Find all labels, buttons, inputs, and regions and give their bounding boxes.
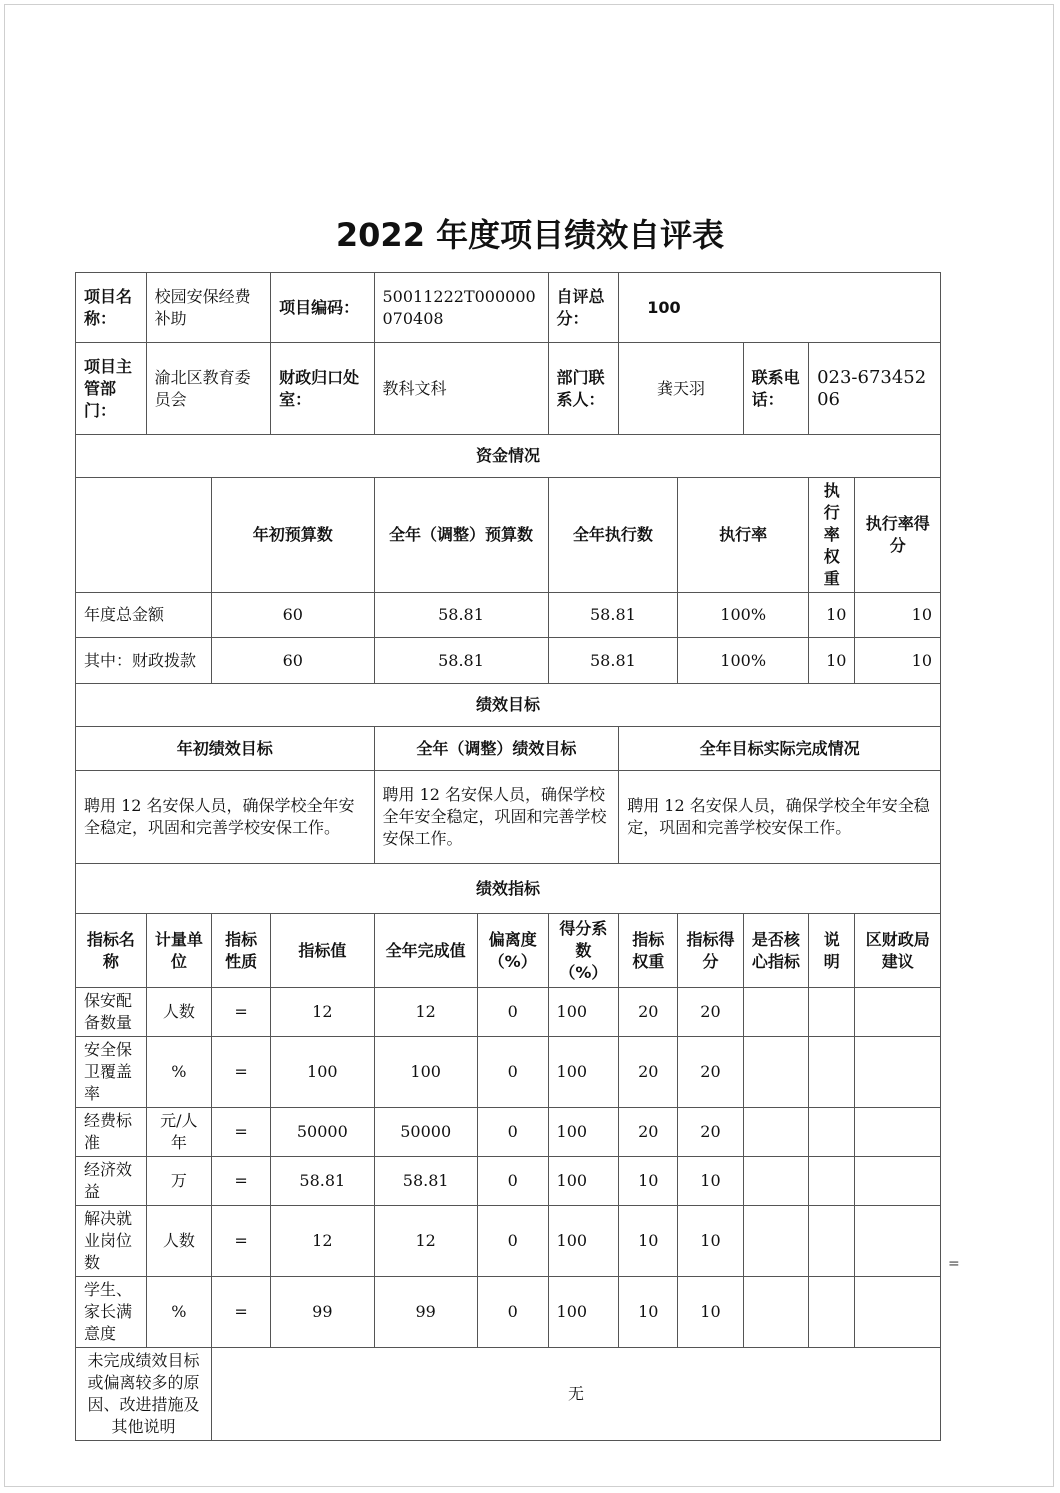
ind-header-core: 是否核心指标 bbox=[743, 914, 808, 988]
ind-name: 保安配备数量 bbox=[76, 988, 147, 1037]
side-mark: = bbox=[948, 1256, 960, 1272]
ind-actual: 58.81 bbox=[374, 1157, 477, 1206]
indicator-row bbox=[76, 1157, 941, 1206]
remarks-row bbox=[76, 1348, 941, 1441]
funds-row-weight: 10 bbox=[809, 593, 855, 638]
funds-row-weight: 10 bbox=[809, 638, 855, 684]
goals-header-actual: 全年目标实际完成情况 bbox=[619, 727, 941, 771]
ind-nature: = bbox=[212, 1108, 271, 1157]
ind-unit: 人数 bbox=[146, 988, 211, 1037]
department-label: 项目主管部门： bbox=[76, 343, 147, 435]
finance-office-label: 财政归口处室： bbox=[271, 343, 374, 435]
ind-score: 20 bbox=[678, 1108, 743, 1157]
funds-row-score: 10 bbox=[855, 593, 941, 638]
contact-label: 部门联系人： bbox=[548, 343, 619, 435]
goals-header-initial: 年初绩效目标 bbox=[76, 727, 375, 771]
ind-header-coef: 得分系数（%） bbox=[548, 914, 619, 988]
funds-row-adjusted: 58.81 bbox=[374, 593, 548, 638]
contact-value: 龚天羽 bbox=[619, 343, 743, 435]
department-value: 渝北区教育委员会 bbox=[146, 343, 270, 435]
ind-unit: % bbox=[146, 1037, 211, 1108]
ind-deviation: 0 bbox=[477, 1037, 548, 1108]
ind-unit: 元/人年 bbox=[146, 1108, 211, 1157]
ind-suggestion bbox=[855, 1277, 941, 1348]
ind-core bbox=[743, 1157, 808, 1206]
funds-row-rate: 100% bbox=[678, 638, 809, 684]
ind-score: 20 bbox=[678, 1037, 743, 1108]
ind-name: 经济效益 bbox=[76, 1157, 147, 1206]
ind-target: 58.81 bbox=[271, 1157, 374, 1206]
indicators-section-header bbox=[76, 864, 941, 914]
ind-score: 10 bbox=[678, 1206, 743, 1277]
self-score-label: 自评总分： bbox=[548, 273, 619, 343]
ind-core bbox=[743, 1108, 808, 1157]
ind-actual: 12 bbox=[374, 988, 477, 1037]
funds-column-headers bbox=[76, 478, 941, 593]
ind-nature: = bbox=[212, 1157, 271, 1206]
ind-suggestion bbox=[855, 1157, 941, 1206]
phone-value: 023-67345206 bbox=[809, 343, 941, 435]
funds-section-title: 资金情况 bbox=[76, 435, 941, 478]
ind-name: 学生、家长满意度 bbox=[76, 1277, 147, 1348]
ind-name: 经费标准 bbox=[76, 1108, 147, 1157]
indicator-row bbox=[76, 1277, 941, 1348]
project-code-value: 50011222T000000070408 bbox=[374, 273, 548, 343]
ind-header-name: 指标名称 bbox=[76, 914, 147, 988]
ind-header-weight: 指标权重 bbox=[619, 914, 678, 988]
ind-coef: 100 bbox=[548, 1157, 619, 1206]
ind-deviation: 0 bbox=[477, 1108, 548, 1157]
indicator-row bbox=[76, 988, 941, 1037]
ind-header-note: 说明 bbox=[809, 914, 855, 988]
ind-header-target: 指标值 bbox=[271, 914, 374, 988]
ind-coef: 100 bbox=[548, 988, 619, 1037]
ind-unit: 万 bbox=[146, 1157, 211, 1206]
goals-header-adjusted: 全年（调整）绩效目标 bbox=[374, 727, 619, 771]
ind-target: 12 bbox=[271, 1206, 374, 1277]
funds-row-label: 其中：财政拨款 bbox=[76, 638, 212, 684]
self-evaluation-form bbox=[75, 272, 941, 1441]
ind-deviation: 0 bbox=[477, 988, 548, 1037]
finance-office-value: 教科文科 bbox=[374, 343, 548, 435]
ind-note bbox=[809, 1277, 855, 1348]
ind-actual: 12 bbox=[374, 1206, 477, 1277]
indicator-row bbox=[76, 1037, 941, 1108]
ind-suggestion bbox=[855, 1108, 941, 1157]
ind-deviation: 0 bbox=[477, 1157, 548, 1206]
goals-column-headers bbox=[76, 727, 941, 771]
ind-score: 10 bbox=[678, 1157, 743, 1206]
indicators-section-title: 绩效指标 bbox=[76, 864, 941, 914]
ind-note bbox=[809, 988, 855, 1037]
goals-section-header bbox=[76, 684, 941, 727]
ind-target: 50000 bbox=[271, 1108, 374, 1157]
ind-coef: 100 bbox=[548, 1206, 619, 1277]
project-code-label: 项目编码： bbox=[271, 273, 374, 343]
funds-section-header bbox=[76, 435, 941, 478]
funds-row-rate: 100% bbox=[678, 593, 809, 638]
funds-header-budget: 年初预算数 bbox=[212, 478, 374, 593]
ind-target: 12 bbox=[271, 988, 374, 1037]
funds-row-budget: 60 bbox=[212, 638, 374, 684]
ind-note bbox=[809, 1157, 855, 1206]
ind-nature: = bbox=[212, 988, 271, 1037]
funds-header-score: 执行率得分 bbox=[855, 478, 941, 593]
ind-unit: % bbox=[146, 1277, 211, 1348]
phone-label: 联系电话： bbox=[743, 343, 808, 435]
ind-target: 99 bbox=[271, 1277, 374, 1348]
funds-header-adjusted: 全年（调整）预算数 bbox=[374, 478, 548, 593]
ind-suggestion bbox=[855, 988, 941, 1037]
ind-header-unit: 计量单位 bbox=[146, 914, 211, 988]
ind-note bbox=[809, 1037, 855, 1108]
ind-core bbox=[743, 988, 808, 1037]
ind-header-nature: 指标性质 bbox=[212, 914, 271, 988]
ind-note bbox=[809, 1108, 855, 1157]
ind-coef: 100 bbox=[548, 1108, 619, 1157]
ind-nature: = bbox=[212, 1277, 271, 1348]
funds-row-budget: 60 bbox=[212, 593, 374, 638]
remarks-value: 无 bbox=[212, 1348, 941, 1441]
project-name-value: 校园安保经费补助 bbox=[146, 273, 270, 343]
ind-actual: 100 bbox=[374, 1037, 477, 1108]
ind-core bbox=[743, 1206, 808, 1277]
ind-header-actual: 全年完成值 bbox=[374, 914, 477, 988]
ind-weight: 10 bbox=[619, 1277, 678, 1348]
ind-target: 100 bbox=[271, 1037, 374, 1108]
ind-header-deviation: 偏离度（%） bbox=[477, 914, 548, 988]
ind-weight: 20 bbox=[619, 1108, 678, 1157]
ind-deviation: 0 bbox=[477, 1206, 548, 1277]
ind-header-score: 指标得分 bbox=[678, 914, 743, 988]
remarks-label: 未完成绩效目标或偏离较多的原因、改进措施及其他说明 bbox=[76, 1348, 212, 1441]
self-score-value: 100 bbox=[619, 273, 941, 343]
funds-row bbox=[76, 593, 941, 638]
ind-score: 10 bbox=[678, 1277, 743, 1348]
funds-row-label: 年度总金额 bbox=[76, 593, 212, 638]
funds-row-executed: 58.81 bbox=[548, 638, 678, 684]
goals-values-row bbox=[76, 771, 941, 864]
ind-weight: 20 bbox=[619, 1037, 678, 1108]
funds-header-blank bbox=[76, 478, 212, 593]
funds-row bbox=[76, 638, 941, 684]
ind-coef: 100 bbox=[548, 1037, 619, 1108]
ind-core bbox=[743, 1037, 808, 1108]
project-info-row-2 bbox=[76, 343, 941, 435]
project-name-label: 项目名称： bbox=[76, 273, 147, 343]
goal-adjusted-text: 聘用 12 名安保人员，确保学校全年安全稳定，巩固和完善学校安保工作。 bbox=[374, 771, 619, 864]
ind-weight: 20 bbox=[619, 988, 678, 1037]
funds-header-executed: 全年执行数 bbox=[548, 478, 678, 593]
ind-actual: 99 bbox=[374, 1277, 477, 1348]
goal-actual-text: 聘用 12 名安保人员，确保学校全年安全稳定，巩固和完善学校安保工作。 bbox=[619, 771, 941, 864]
funds-header-weight: 执行率权重 bbox=[809, 478, 855, 593]
ind-nature: = bbox=[212, 1206, 271, 1277]
goals-section-title: 绩效目标 bbox=[76, 684, 941, 727]
page-title: 2022 年度项目绩效自评表 bbox=[335, 216, 725, 254]
indicators-column-headers bbox=[76, 914, 941, 988]
ind-weight: 10 bbox=[619, 1157, 678, 1206]
ind-header-suggestion: 区财政局建议 bbox=[855, 914, 941, 988]
ind-name: 安全保卫覆盖率 bbox=[76, 1037, 147, 1108]
funds-header-rate: 执行率 bbox=[678, 478, 809, 593]
funds-row-adjusted: 58.81 bbox=[374, 638, 548, 684]
ind-nature: = bbox=[212, 1037, 271, 1108]
funds-row-score: 10 bbox=[855, 638, 941, 684]
indicator-row bbox=[76, 1108, 941, 1157]
ind-unit: 人数 bbox=[146, 1206, 211, 1277]
ind-note bbox=[809, 1206, 855, 1277]
indicator-row bbox=[76, 1206, 941, 1277]
project-info-row-1 bbox=[76, 273, 941, 343]
ind-suggestion bbox=[855, 1037, 941, 1108]
ind-name: 解决就业岗位数 bbox=[76, 1206, 147, 1277]
ind-coef: 100 bbox=[548, 1277, 619, 1348]
goal-initial-text: 聘用 12 名安保人员，确保学校全年安全稳定，巩固和完善学校安保工作。 bbox=[76, 771, 375, 864]
ind-actual: 50000 bbox=[374, 1108, 477, 1157]
ind-score: 20 bbox=[678, 988, 743, 1037]
ind-weight: 10 bbox=[619, 1206, 678, 1277]
ind-deviation: 0 bbox=[477, 1277, 548, 1348]
funds-row-executed: 58.81 bbox=[548, 593, 678, 638]
ind-suggestion bbox=[855, 1206, 941, 1277]
ind-core bbox=[743, 1277, 808, 1348]
